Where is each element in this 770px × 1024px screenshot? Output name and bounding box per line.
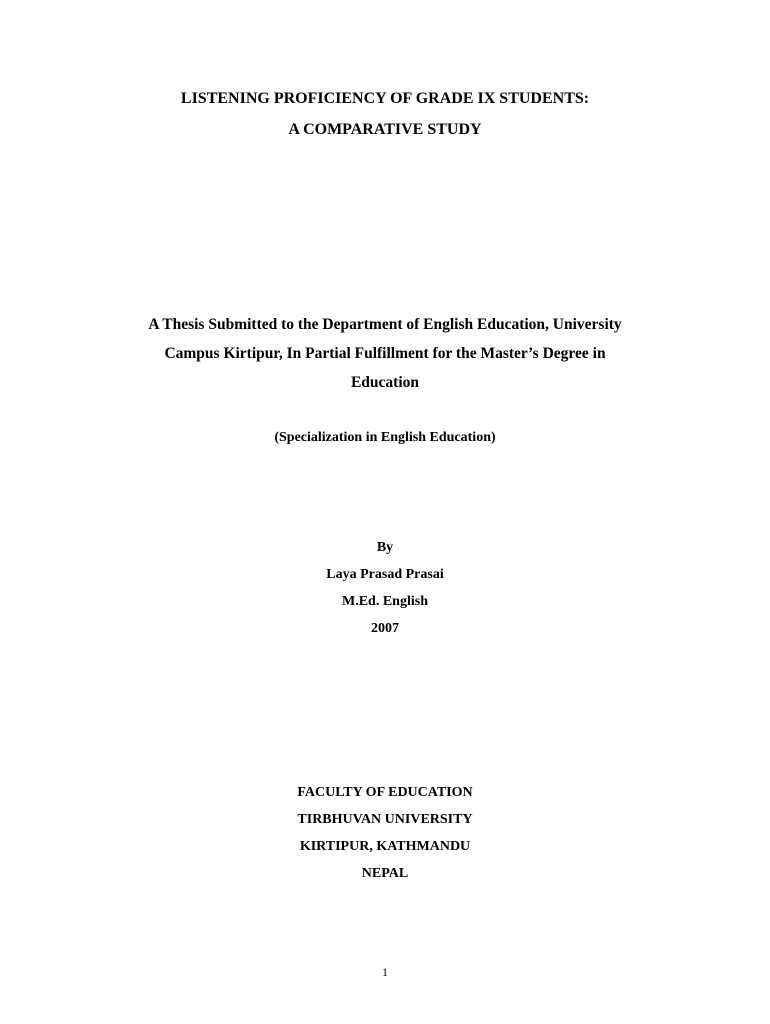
submission-statement-line-1: A Thesis Submitted to the Department of English Education, University (148, 316, 622, 333)
thesis-title-line-2: A COMPARATIVE STUDY (288, 121, 482, 138)
page-number: 1 (382, 965, 388, 979)
submission-statement-line-2: Campus Kirtipur, In Partial Fulfillment for the Master’s Degree in (164, 345, 606, 362)
author-degree: M.Ed. English (342, 594, 428, 609)
specialization-note: (Specialization in English Education) (274, 430, 496, 445)
author-by-label: By (376, 540, 394, 555)
university-name: TIRBHUVAN UNIVERSITY (297, 812, 473, 827)
faculty-name: FACULTY OF EDUCATION (297, 785, 473, 800)
university-location: KIRTIPUR, KATHMANDU (299, 839, 471, 854)
submission-statement-line-3: Education (350, 374, 420, 391)
submission-year: 2007 (371, 621, 399, 636)
author-name: Laya Prasad Prasai (326, 567, 444, 582)
country-name: NEPAL (361, 866, 409, 881)
thesis-title-line-1: LISTENING PROFICIENCY OF GRADE IX STUDENTS: (180, 90, 590, 107)
